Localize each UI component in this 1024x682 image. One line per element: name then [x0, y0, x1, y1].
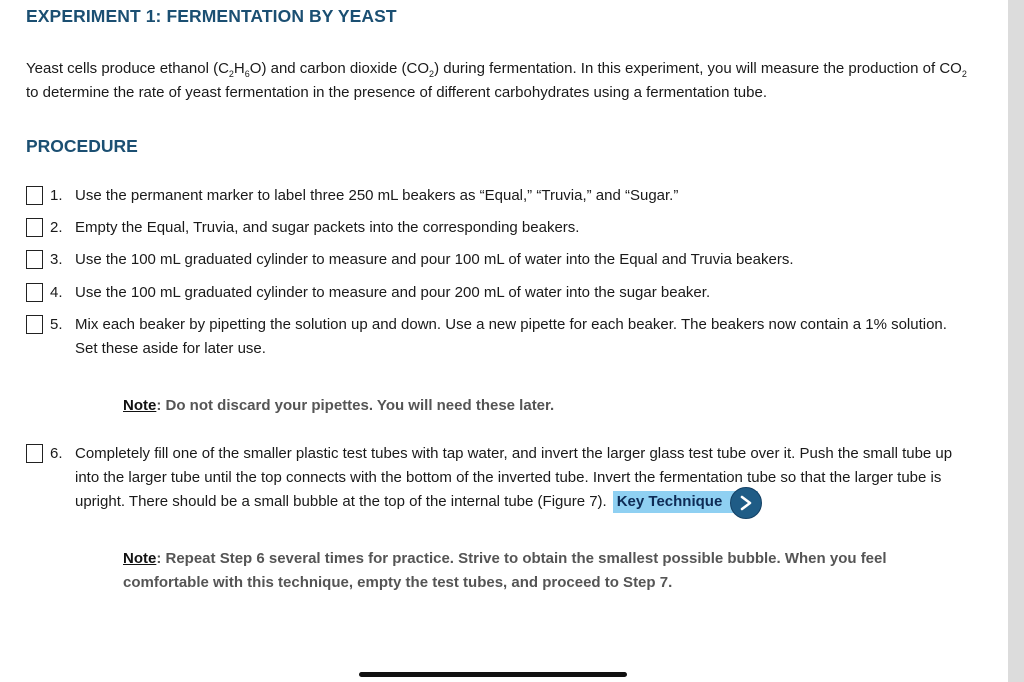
step-text: Completely fill one of the smaller plastic test tubes with tap water, and invert the larger glass test tube over it. Push the small tube up into the larger tube until the top connects with the bottom of the inverted tube. Invert the fermentation tube so that the larger tube is upright. There should be a small bubble at the top of the internal tube (Figure 7). [75, 445, 953, 510]
step-5-checkbox[interactable] [26, 315, 43, 334]
step-text: Empty the Equal, Truvia, and sugar packets into the corresponding beakers. [75, 219, 580, 236]
key-technique-label: Key Technique [616, 493, 723, 511]
note-text: : Repeat Step 6 several times for practice. Strive to obtain the smallest possible bubble. When you feel comfortable with this technique, empty the test tubes, and proceed to Step 7. [123, 550, 887, 591]
step-number: 2. [50, 219, 63, 236]
intro-text: H [233, 60, 245, 77]
intro-text: ) during fermentation. In this experiment, you will measure the production of CO [434, 60, 962, 77]
note-text: : Do not discard your pipettes. You will need these later. [156, 397, 555, 414]
step-2-checkbox[interactable] [26, 218, 43, 237]
step-number: 4. [50, 284, 63, 301]
play-arrow-icon [730, 487, 762, 519]
step-number: 3. [50, 251, 63, 268]
step-text: Use the permanent marker to label three 250 mL beakers as “Equal,” “Truvia,” and “Sugar.” [75, 187, 679, 204]
subscript: 2 [961, 69, 967, 79]
intro-text: O) and carbon dioxide (CO [249, 60, 430, 77]
subscript: 2 [228, 69, 234, 79]
step-number: 6. [50, 445, 63, 462]
note-repeat-step [123, 547, 963, 595]
intro-paragraph [26, 57, 976, 105]
step-text-container [75, 442, 965, 514]
step-3-checkbox[interactable] [26, 250, 43, 269]
step-number: 5. [50, 316, 63, 333]
procedure-heading: PROCEDURE [26, 136, 138, 156]
key-technique-button[interactable] [613, 491, 759, 513]
step-1-checkbox[interactable] [26, 186, 43, 205]
subscript: 6 [244, 69, 250, 79]
step-4-checkbox[interactable] [26, 283, 43, 302]
intro-text: Yeast cells produce ethanol (C [26, 60, 229, 77]
step-text: Use the 100 mL graduated cylinder to measure and pour 100 mL of water into the Equal and Truvia beakers. [75, 251, 794, 268]
note-label: Note [123, 397, 157, 414]
note-pipettes [123, 394, 963, 418]
experiment-title: EXPERIMENT 1: FERMENTATION BY YEAST [26, 6, 397, 26]
intro-text: to determine the rate of yeast fermentation in the presence of different carbohydrates using a fermentation tube. [26, 84, 767, 101]
step-6-checkbox[interactable] [26, 444, 43, 463]
step-text: Mix each beaker by pipetting the solution up and down. Use a new pipette for each beaker. The beakers now contain a 1% solution. Set these aside for later use. [75, 316, 947, 357]
step-text: Use the 100 mL graduated cylinder to measure and pour 200 mL of water into the sugar beaker. [75, 284, 711, 301]
page-gutter [1008, 0, 1024, 682]
home-indicator-bar[interactable] [359, 672, 627, 677]
note-label: Note [123, 550, 157, 567]
subscript: 2 [429, 69, 435, 79]
step-number: 1. [50, 187, 63, 204]
